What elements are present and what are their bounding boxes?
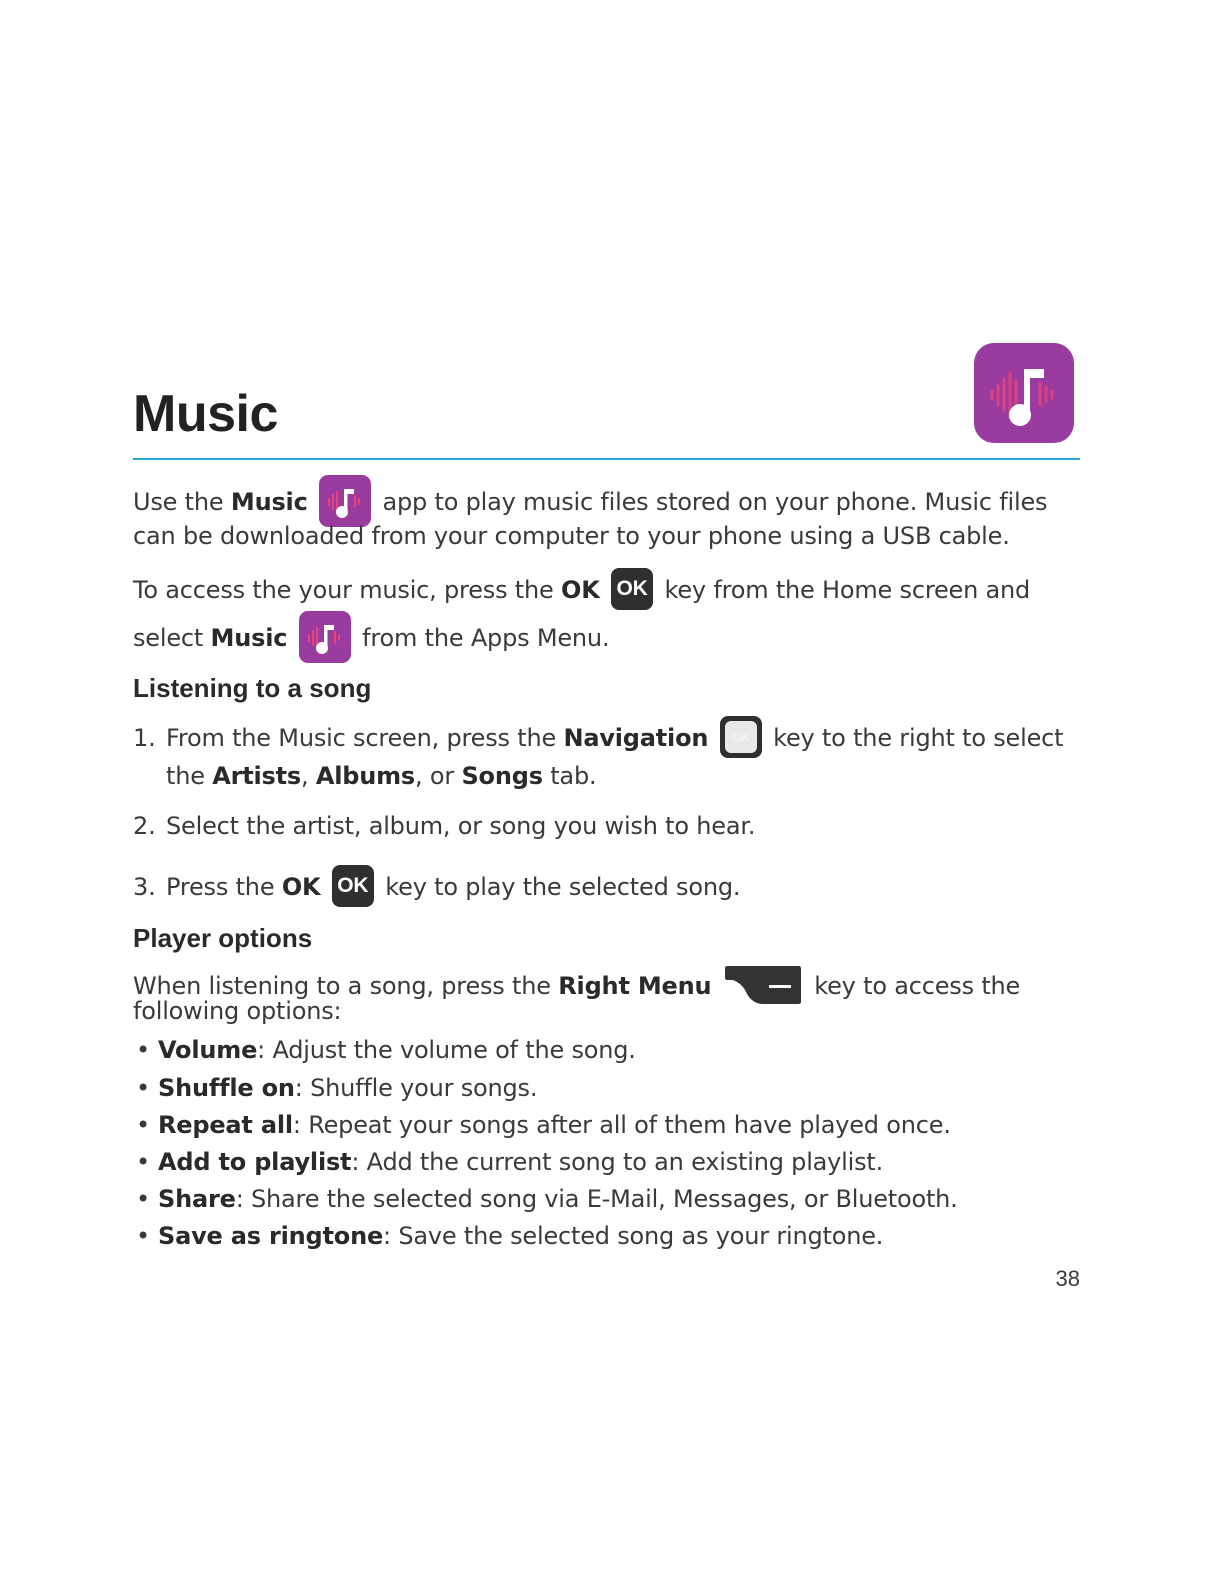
- intro-line-2: can be downloaded from your computer to your phone using a USB cable.: [133, 522, 1010, 550]
- navigation-label: Navigation: [563, 724, 709, 752]
- intro-text: from the Apps Menu.: [354, 624, 610, 652]
- music-app-icon: [299, 611, 351, 663]
- option-add-to-playlist: [133, 1147, 883, 1177]
- step-text: Press the: [166, 873, 282, 901]
- manual-page: [133, 0, 1080, 1584]
- section-heading-player-options: Player options: [133, 923, 313, 953]
- intro-text: select: [133, 624, 211, 652]
- ok-label: OK: [561, 576, 600, 604]
- title-divider: [133, 458, 1080, 460]
- intro-text: key from the Home screen and: [657, 576, 1031, 604]
- step-text: key to play the selected song.: [377, 873, 741, 901]
- step-1-line-2: [166, 761, 596, 791]
- option-desc: : Share the selected song via E-Mail, Messages, or Bluetooth.: [235, 1185, 958, 1213]
- bullet: •: [136, 1036, 150, 1064]
- option-name: Shuffle on: [158, 1074, 295, 1102]
- step-text: key to the right to select: [765, 724, 1064, 752]
- page-title: Music: [133, 385, 278, 443]
- intro-text: Use the: [133, 488, 231, 516]
- artists-tab-label: Artists: [212, 762, 301, 790]
- step-text: ,: [300, 762, 316, 790]
- page-number: 38: [1055, 1266, 1080, 1291]
- step-1-line-1: [133, 718, 1063, 760]
- bullet: •: [136, 1222, 150, 1250]
- music-app-icon: [974, 343, 1074, 443]
- player-intro-text: key to access the: [806, 972, 1021, 1000]
- option-desc: : Adjust the volume of the song.: [257, 1036, 636, 1064]
- section-heading-listening: Listening to a song: [133, 673, 372, 703]
- right-menu-label: Right Menu: [558, 972, 712, 1000]
- intro-text: app to play music files stored on your phone. Music files: [375, 488, 1048, 516]
- intro-line-3: [133, 570, 1030, 612]
- option-volume: [133, 1035, 636, 1065]
- step-number: 1.: [133, 724, 156, 752]
- intro-text: To access the your music, press the: [133, 576, 562, 604]
- songs-tab-label: Songs: [461, 762, 543, 790]
- navigation-key-label: OK: [725, 721, 757, 753]
- albums-tab-label: Albums: [315, 762, 416, 790]
- right-menu-key-icon: [723, 964, 803, 1006]
- player-intro-line-2: following options:: [133, 997, 342, 1025]
- player-intro-text: When listening to a song, press the: [133, 972, 559, 1000]
- option-name: Share: [158, 1185, 236, 1213]
- step-text: the: [166, 762, 213, 790]
- option-save-as-ringtone: [133, 1221, 883, 1251]
- step-text: From the Music screen, press the: [166, 724, 564, 752]
- option-repeat: [133, 1110, 951, 1140]
- step-number: 3.: [133, 873, 156, 901]
- option-share: [133, 1184, 958, 1214]
- bullet: •: [136, 1185, 150, 1213]
- navigation-key-icon: [720, 716, 762, 758]
- music-label: Music: [210, 624, 288, 652]
- ok-label: OK: [281, 873, 321, 901]
- step-text: tab.: [542, 762, 597, 790]
- music-label: Music: [230, 488, 308, 516]
- option-shuffle: [133, 1073, 537, 1103]
- option-name: Add to playlist: [158, 1148, 352, 1176]
- option-name: Volume: [158, 1036, 258, 1064]
- intro-line-4: [133, 613, 609, 665]
- option-desc: : Add the current song to an existing playlist.: [351, 1148, 884, 1176]
- step-text: , or: [415, 762, 462, 790]
- option-desc: : Repeat your songs after all of them have played once.: [292, 1111, 951, 1139]
- bullet: •: [136, 1074, 150, 1102]
- option-name: Save as ringtone: [158, 1222, 384, 1250]
- step-3: [133, 867, 740, 909]
- step-2: [133, 811, 755, 841]
- option-desc: : Save the selected song as your ringtone.: [383, 1222, 884, 1250]
- step-text: Select the artist, album, or song you wish to hear.: [166, 812, 756, 840]
- option-name: Repeat all: [158, 1111, 293, 1139]
- ok-key-icon: OK: [611, 568, 653, 610]
- bullet: •: [136, 1111, 150, 1139]
- bullet: •: [136, 1148, 150, 1176]
- step-number: 2.: [133, 812, 156, 840]
- music-app-icon: [319, 475, 371, 527]
- ok-key-icon: OK: [332, 865, 374, 907]
- option-desc: : Shuffle your songs.: [294, 1074, 538, 1102]
